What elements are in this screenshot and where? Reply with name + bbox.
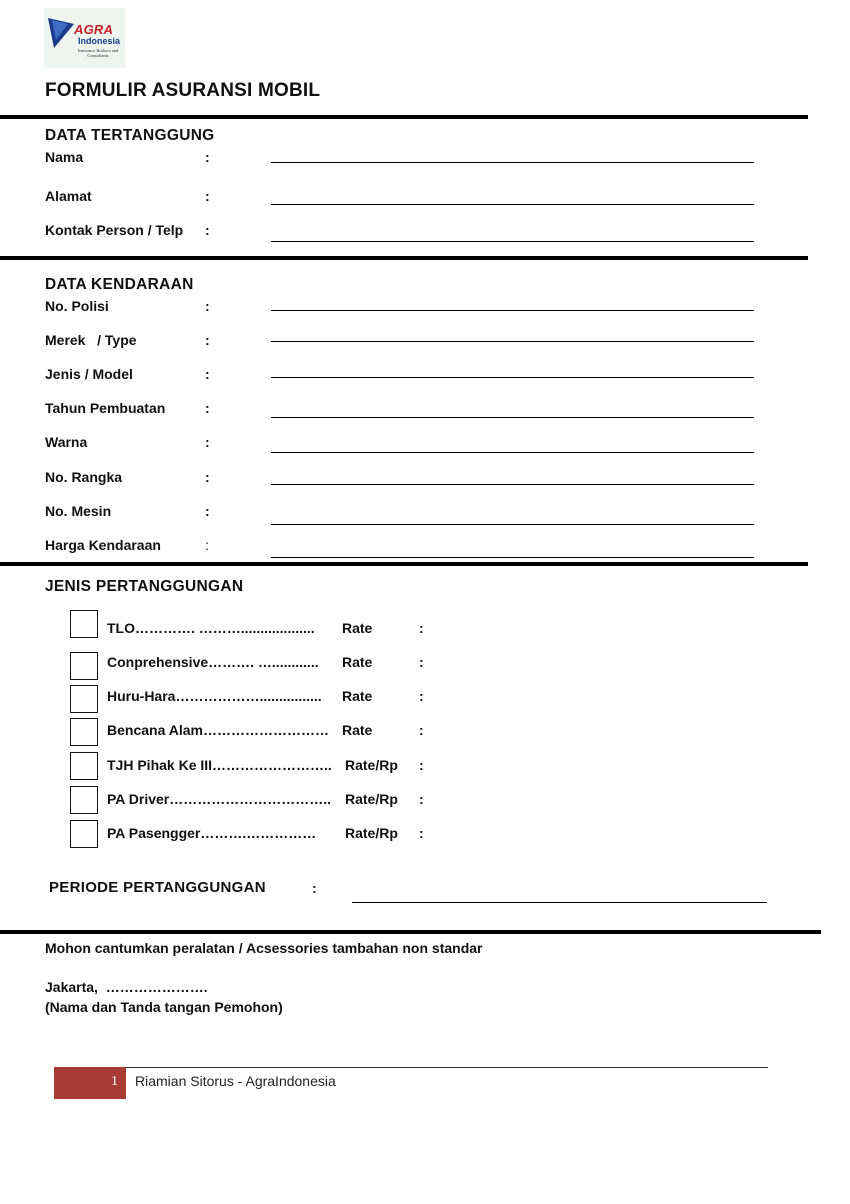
period-label: PERIODE PERTANGGUNGAN xyxy=(49,879,266,896)
divider xyxy=(0,562,808,566)
field-line-harga-kendaraan[interactable] xyxy=(271,557,754,558)
field-label-jenis-model: Jenis / Model xyxy=(45,366,133,382)
footer-author: Riamian Sitorus - AgraIndonesia xyxy=(135,1073,336,1089)
coverage-rate: Rate/Rp xyxy=(345,825,398,841)
field-label-nama: Nama xyxy=(45,149,84,165)
page-number: 1 xyxy=(111,1074,118,1089)
accessories-note: Mohon cantumkan peralatan / Acsessories tambahan non standar xyxy=(45,940,483,956)
field-line-no-polisi[interactable] xyxy=(271,310,754,311)
field-line-no-rangka[interactable] xyxy=(271,484,754,485)
coverage-checkbox-pa-pasengger[interactable] xyxy=(70,820,98,848)
coverage-colon: : xyxy=(419,654,424,670)
divider xyxy=(0,256,808,260)
period-input-line[interactable] xyxy=(352,902,767,903)
field-label-alamat: Alamat xyxy=(45,188,92,204)
footer-rule xyxy=(54,1067,768,1068)
field-label-no-rangka: No. Rangka xyxy=(45,469,123,485)
coverage-colon: : xyxy=(419,620,424,636)
coverage-rate: Rate/Rp xyxy=(345,791,398,807)
coverage-label-bencana-alam: Bencana Alam……………………… xyxy=(107,722,329,738)
coverage-checkbox-tjh[interactable] xyxy=(70,752,98,780)
field-line-tahun-pembuatan[interactable] xyxy=(271,417,754,418)
coverage-checkbox-pa-driver[interactable] xyxy=(70,786,98,814)
coverage-colon: : xyxy=(419,688,424,704)
field-colon: : xyxy=(205,503,210,519)
field-label-no-mesin: No. Mesin xyxy=(45,503,112,519)
field-colon: : xyxy=(205,400,210,416)
field-line-no-mesin[interactable] xyxy=(271,524,754,525)
section-heading-coverage: JENIS PERTANGGUNGAN xyxy=(45,578,244,595)
coverage-rate: Rate xyxy=(342,654,373,670)
field-colon: : xyxy=(205,434,210,450)
coverage-rate: Rate/Rp xyxy=(345,757,398,773)
coverage-checkbox-bencana-alam[interactable] xyxy=(70,718,98,746)
signature-place-date: Jakarta, …………………. xyxy=(45,979,208,995)
logo-sub-brand: Indonesia xyxy=(78,36,121,46)
field-label-harga-kendaraan: Harga Kendaraan xyxy=(45,537,161,553)
coverage-colon: : xyxy=(419,791,424,807)
coverage-checkbox-comprehensive[interactable] xyxy=(70,652,98,680)
field-colon: : xyxy=(205,469,210,485)
field-colon: : xyxy=(205,366,210,382)
field-label-warna: Warna xyxy=(45,434,88,450)
divider xyxy=(0,115,808,119)
field-line-warna[interactable] xyxy=(271,452,754,453)
coverage-colon: : xyxy=(419,825,424,841)
coverage-rate: Rate xyxy=(342,688,373,704)
signature-caption: (Nama dan Tanda tangan Pemohon) xyxy=(45,999,283,1015)
field-line-kontak[interactable] xyxy=(271,241,754,242)
section-heading-insured: DATA TERTANGGUNG xyxy=(45,127,215,144)
field-label-no-polisi: No. Polisi xyxy=(45,298,109,314)
field-colon: : xyxy=(205,222,210,238)
coverage-label-comprehensive: Conprehensive………. …............ xyxy=(107,654,319,670)
form-title: FORMULIR ASURANSI MOBIL xyxy=(45,80,321,101)
field-label-tahun-pembuatan: Tahun Pembuatan xyxy=(45,400,166,416)
coverage-colon: : xyxy=(419,757,424,773)
field-line-jenis-model[interactable] xyxy=(271,377,754,378)
field-line-merek-type[interactable] xyxy=(271,341,754,342)
coverage-label-pa-driver: PA Driver…………………………….. xyxy=(107,791,332,807)
field-label-kontak: Kontak Person / Telp xyxy=(45,222,184,238)
coverage-rate: Rate xyxy=(342,620,373,636)
coverage-rate: Rate xyxy=(342,722,373,738)
coverage-label-huru-hara: Huru-Hara………………................ xyxy=(107,688,322,704)
field-colon: : xyxy=(205,188,210,204)
coverage-checkbox-tlo[interactable] xyxy=(70,610,98,638)
coverage-checkbox-huru-hara[interactable] xyxy=(70,685,98,713)
coverage-label-tjh: TJH Pihak Ke III…………………….. xyxy=(107,757,332,773)
section-heading-vehicle: DATA KENDARAAN xyxy=(45,276,194,293)
logo-tagline: Insurance Brokers and Consultants xyxy=(77,48,119,58)
footer-page-badge xyxy=(54,1067,126,1099)
company-logo xyxy=(44,8,125,68)
logo-brand: AGRA xyxy=(74,22,114,37)
field-colon: : xyxy=(205,332,210,348)
coverage-label-pa-pasengger: PA Pasengger……….…………… xyxy=(107,825,317,841)
divider xyxy=(0,930,821,934)
field-colon: : xyxy=(205,149,210,165)
field-colon: : xyxy=(205,298,210,314)
period-colon: : xyxy=(312,880,317,896)
field-colon: : xyxy=(205,537,209,553)
field-line-nama[interactable] xyxy=(271,162,754,163)
coverage-colon: : xyxy=(419,722,424,738)
field-label-merek-type: Merek / Type xyxy=(45,332,137,348)
field-line-alamat[interactable] xyxy=(271,204,754,205)
coverage-label-tlo: TLO…………. ………................... xyxy=(107,620,315,636)
